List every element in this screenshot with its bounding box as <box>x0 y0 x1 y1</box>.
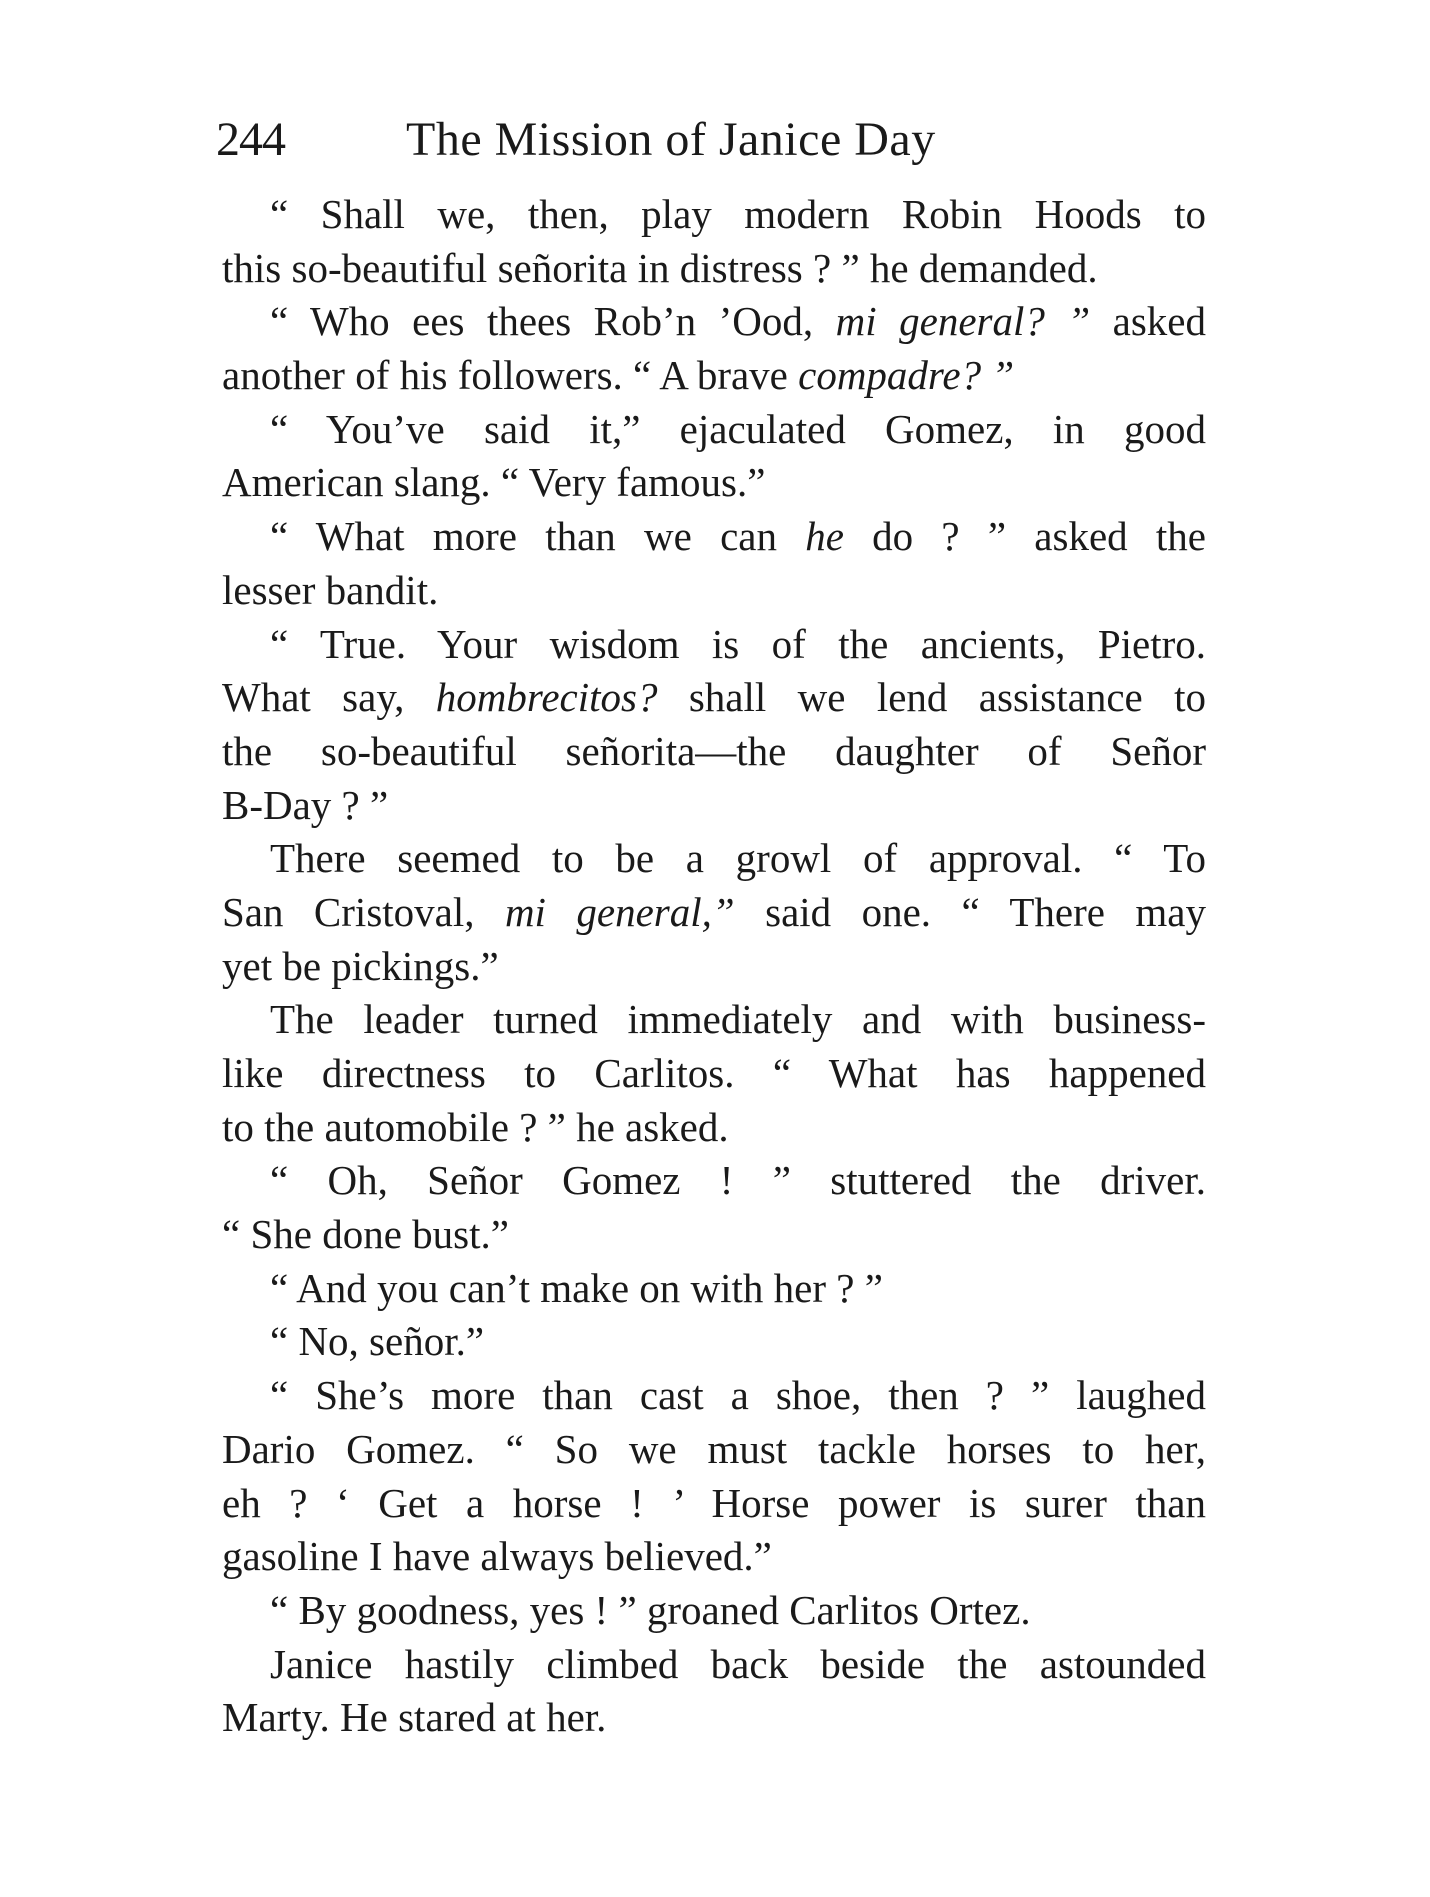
text-line <box>222 1638 1206 1692</box>
page-number: 244 <box>216 113 285 166</box>
text-segment: this so-beautiful señorita in distress ? ” he demanded. <box>222 244 1098 291</box>
text-segment: “ She done bust.” <box>222 1211 509 1258</box>
text-line <box>222 456 1206 510</box>
text-line <box>222 1691 1206 1745</box>
text-line <box>222 671 1206 725</box>
text-segment: gasoline I have always believed.” <box>222 1533 772 1580</box>
text-segment: “ Oh, Señor Gomez ! ” stuttered the driver. <box>270 1157 1206 1204</box>
italic-text: mi general? ” <box>835 298 1091 345</box>
text-segment: “ By goodness, yes ! ” groaned Carlitos Ortez. <box>270 1586 1031 1633</box>
text-line <box>222 1262 1206 1316</box>
text-segment: The leader turned immediately and with business- <box>270 996 1206 1043</box>
body-text <box>222 188 1206 1745</box>
text-line <box>222 188 1206 242</box>
text-segment: do ? ” asked the <box>843 513 1206 560</box>
text-segment: another of his followers. “ A brave <box>222 352 799 399</box>
text-line <box>222 1047 1206 1101</box>
text-line <box>222 1530 1206 1584</box>
text-line <box>222 295 1206 349</box>
text-line <box>222 1369 1206 1423</box>
text-segment: “ No, señor.” <box>270 1318 485 1365</box>
italic-text: mi general,” <box>504 888 735 935</box>
italic-text: he <box>805 513 844 560</box>
text-line <box>222 403 1206 457</box>
text-line <box>222 1101 1206 1155</box>
text-segment: San Cristoval, <box>222 888 505 935</box>
text-segment: Janice hastily climbed back beside the astounded <box>270 1640 1206 1687</box>
text-line <box>222 1477 1206 1531</box>
text-line <box>222 1208 1206 1262</box>
book-title: The Mission of Janice Day <box>406 113 936 166</box>
text-segment: “ She’s more than cast a shoe, then ? ” laughed <box>270 1372 1206 1419</box>
text-segment: asked <box>1090 298 1207 345</box>
text-segment: eh ? ‘ Get a horse ! ’ Horse power is surer than <box>222 1479 1206 1526</box>
italic-text: hombrecitos? <box>435 674 658 721</box>
text-segment: “ True. Your wisdom is of the ancients, Pietro. <box>270 620 1206 667</box>
text-segment: lesser bandit. <box>222 566 439 613</box>
text-segment: “ Who ees thees Rob’n ’Ood, <box>270 298 836 345</box>
text-segment: said one. “ There may <box>734 888 1206 935</box>
text-line <box>222 349 1206 403</box>
text-segment: to the automobile ? ” he asked. <box>222 1103 729 1150</box>
text-line <box>222 1154 1206 1208</box>
text-segment: Dario Gomez. “ So we must tackle horses to her, <box>222 1425 1206 1472</box>
text-line <box>222 779 1206 833</box>
text-line <box>222 725 1206 779</box>
running-head <box>216 108 1216 172</box>
text-segment: “ Shall we, then, play modern Robin Hoods to <box>270 191 1206 237</box>
text-segment: the so-beautiful señorita—the daughter of Señor <box>222 727 1206 774</box>
text-line <box>222 940 1206 994</box>
text-line <box>222 618 1206 672</box>
text-line <box>222 1584 1206 1638</box>
text-line <box>222 1315 1206 1369</box>
text-line <box>222 242 1206 296</box>
text-segment: Marty. He stared at her. <box>222 1694 607 1741</box>
text-line <box>222 886 1206 940</box>
text-segment: There seemed to be a growl of approval. “ To <box>270 835 1206 882</box>
text-segment: What say, <box>222 674 436 721</box>
text-line <box>222 564 1206 618</box>
text-segment: B-Day ? ” <box>222 781 389 828</box>
text-segment: like directness to Carlitos. “ What has happened <box>222 1050 1206 1096</box>
text-segment: shall we lend assistance to <box>657 674 1206 721</box>
text-line <box>222 832 1206 886</box>
text-segment: American slang. “ Very famous.” <box>222 459 766 506</box>
italic-text: compadre? ” <box>798 352 1015 399</box>
text-segment: “ You’ve said it,” ejaculated Gomez, in good <box>270 405 1206 452</box>
text-line <box>222 1423 1206 1477</box>
text-segment: “ What more than we can <box>270 513 806 560</box>
text-segment: “ And you can’t make on with her ? ” <box>270 1264 883 1311</box>
text-line <box>222 510 1206 564</box>
text-segment: yet be pickings.” <box>222 942 499 989</box>
text-line <box>222 993 1206 1047</box>
